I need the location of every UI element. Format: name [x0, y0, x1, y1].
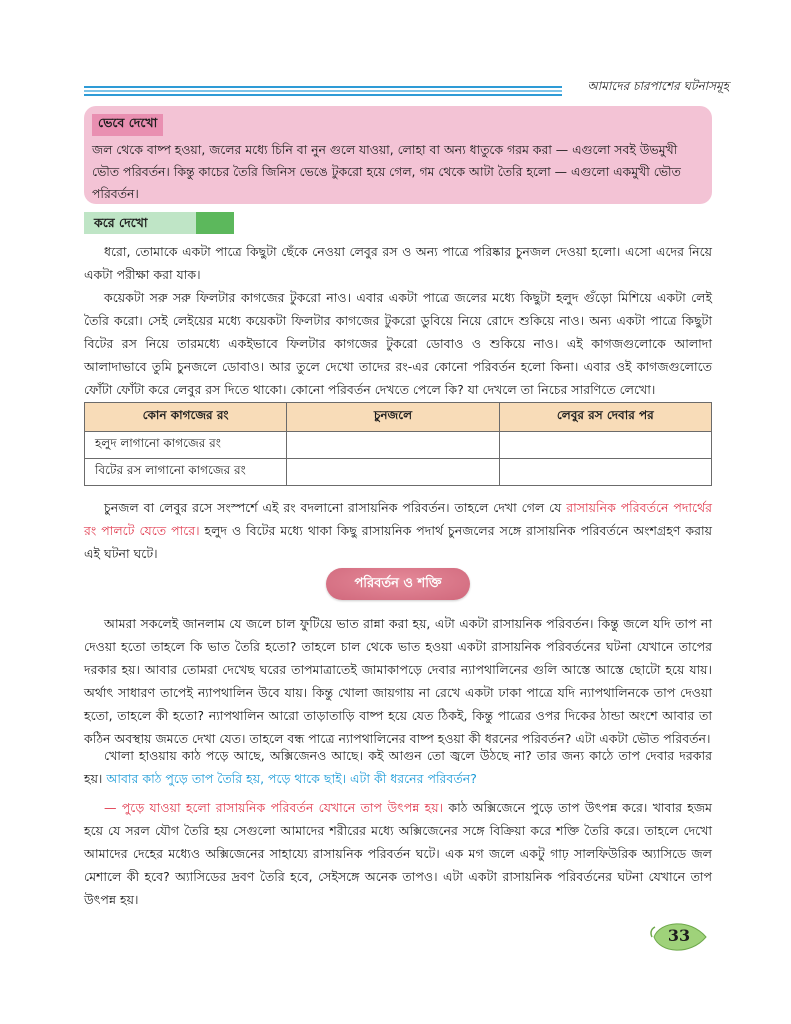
think-box	[84, 106, 712, 204]
energy-text: কাঠ অক্সিজেনে পুড়ে তাপ উৎপন্ন করে। খাবার হজম হয়ে যে সরল যৌগ তৈরি হয় সেগুলো আমাদের শরীরের মধ্যে অক্সিজেনের সঙ্গে বিক্রিয়া করে শক্তি তৈরি করে। তাহলে দেখো আমাদের দেহের মধ্যেও অক্সিজেনের সাহায্যে রাসায়নিক পরিবর্তন ঘটে। এক মগ জলে একটু গাঢ় সালফিউরিক অ্যাসিডে জল মেশালে কী হবে? অ্যাসিডের দ্রবণ তৈরি হবে, সেইসঙ্গে অনেক তাপও। এটা একটা রাসায়নিক পরিবর্তনের ঘটনা যেখানে তাপ উৎপন্ন হয়।	[84, 800, 712, 907]
think-box-text: জল থেকে বাষ্প হওয়া, জলের মধ্যে চিনি বা নুন গুলে যাওয়া, লোহা বা অন্য ধাতুকে গরম করা — এগুলো সবই উভমুখী ভৌত পরিবর্তন। কিন্তু কাচের তৈরি জিনিস ভেঙে টুকরো হয়ে গেল, গম থেকে আটা তৈরি হলো — এগুলো একমুখী ভৌত পরিবর্তন।	[92, 142, 681, 201]
observation-table	[84, 402, 712, 486]
table-cell-blank	[499, 432, 711, 459]
highlight-text: রাসায়নিক পরিবর্তনে পদার্থের রং পালটে যেতে পারে।	[84, 500, 713, 538]
energy-paragraph-2	[84, 744, 712, 790]
table-header-row	[85, 403, 712, 432]
table-cell-blank	[499, 459, 711, 486]
think-box-title: ভেবে দেখো	[92, 114, 163, 136]
table-cell-blank	[287, 432, 499, 459]
energy-paragraph-1: আমরা সকলেই জানলাম যে জলে চাল ফুটিয়ে ভাত রান্না করা হয়, এটা একটা রাসায়নিক পরিবর্তন। কিন্তু জলে যদি তাপ না দেওয়া হতো তাহলে কি ভাত তৈরি হতো? তাহলে চাল থেকে ভাত হওয়া একটা রাসায়নিক পরিবর্তনের ঘটনা যেখানে তাপের দরকার হয়। আবার তোমরা দেখেছ ঘরের তাপমাত্রাতেই জামাকাপড়ে দেবার ন্যাপথালিনের গুলি আস্তে আস্তে ছোটো হয়ে যায়। অর্থাৎ সাধারণ তাপেই ন্যাপথালিন উবে যায়। কিন্তু খোলা জায়গায় না রেখে একটা ঢাকা পাত্রে যদি ন্যাপথালিনকে তাপ দেওয়া হতো, তাহলে কী হতো? ন্যাপথালিন আরো তাড়াতাড়ি বাষ্প হয়ে যেত ঠিকই, কিন্তু পাত্রের ওপর দিকের ঠান্ডা অংশে আবার তা কঠিন অবস্থায় জমতে দেখা যেত। তাহলে বন্ধ পাত্রে ন্যাপথালিনের বাষ্প হওয়া কী ধরনের পরিবর্তন? এটা একটা ভৌত পরিবর্তন।	[84, 616, 712, 746]
table-header-cell: কোন কাগজের রং	[85, 403, 287, 432]
chapter-title: আমাদের চারপাশের ঘটনাসমূহ	[587, 79, 729, 93]
after-table-text: চুনজল বা লেবুর রসে সংস্পর্শে এই রং বদলানো রাসায়নিক পরিবর্তন। তাহলে দেখা গেল যে	[104, 500, 567, 515]
do-paragraph-1: ধরো, তোমাকে একটা পাত্রে কিছুটা ছেঁকে নেওয়া লেবুর রস ও অন্য পাত্রে পরিষ্কার চুনজল দেওয়া হলো। এসো এদের নিয়ে একটা পরীক্ষা করা যাক।	[84, 244, 712, 282]
table-header-cell: চুনজলে	[287, 403, 499, 432]
table-cell-blank	[287, 459, 499, 486]
after-table-paragraph	[84, 496, 712, 565]
table-row	[85, 459, 712, 486]
header-rule	[84, 86, 562, 98]
do-paragraph-2: কয়েকটা সরু সরু ফিলটার কাগজের টুকরো নাও। এবার একটা পাত্রে জলের মধ্যে কিছুটা হলুদ গুঁড়ো মিশিয়ে একটা লেই তৈরি করো। সেই লেইয়ের মধ্যে কয়েকটা ফিলটার কাগজের টুকরো ডুবিয়ে নিয়ে রোদে শুকিয়ে নাও। অন্য একটা পাত্রে কিছুটা বিটের রস নিয়ে তারমধ্যে একইভাবে ফিলটার কাগজের টুকরো ডোবাও ও শুকিয়ে নাও। এই কাগজগুলোকে আলাদা আলাদাভাবে তুমি চুনজলে ডোবাও। আর তুলে দেখো তাদের রং-এর কোনো পরিবর্তন হলো কিনা। এবার ওই কাগজগুলোতে ফোঁটা ফোঁটা করে লেবুর রস দিতে থাকো। কোনো পরিবর্তন দেখতে পেলে কি? যা দেখলে তা নিচের সারণিতে লেখো।	[84, 290, 712, 397]
table-cell: বিটের রস লাগানো কাগজের রং	[85, 459, 287, 486]
highlight-answer: — পুড়ে যাওয়া হলো রাসায়নিক পরিবর্তন যেখানে তাপ উৎপন্ন হয়।	[104, 800, 444, 815]
highlight-question: আবার কাঠ পুড়ে তাপ তৈরি হয়, পড়ে থাকে ছাই। এটা কী ধরনের পরিবর্তন?	[106, 771, 477, 786]
energy-text: খোলা হাওয়ায় কাঠ পড়ে আছে, অক্সিজেনও আছে। কই আগুন তো জ্বলে উঠছে না? তার জন্য কাঠে তাপ দেবার দরকার হয়।	[84, 748, 712, 786]
table-header-cell: লেবুর রস দেবার পর	[499, 403, 711, 432]
after-table-text: হলুদ ও বিটের মধ্যে থাকা কিছু রাসায়নিক পদার্থ চুনজলের সঙ্গে রাসায়নিক পরিবর্তনে অংশগ্রহণ করায় এই ঘটনা ঘটে।	[84, 523, 712, 561]
page-number: 33	[667, 926, 691, 945]
section-title-badge: পরিবর্তন ও শক্তি	[326, 568, 470, 600]
table-cell: হলুদ লাগানো কাগজের রং	[85, 432, 287, 459]
table-row	[85, 432, 712, 459]
energy-paragraph-3	[84, 796, 712, 911]
do-section-label: করে দেখো	[84, 212, 234, 234]
